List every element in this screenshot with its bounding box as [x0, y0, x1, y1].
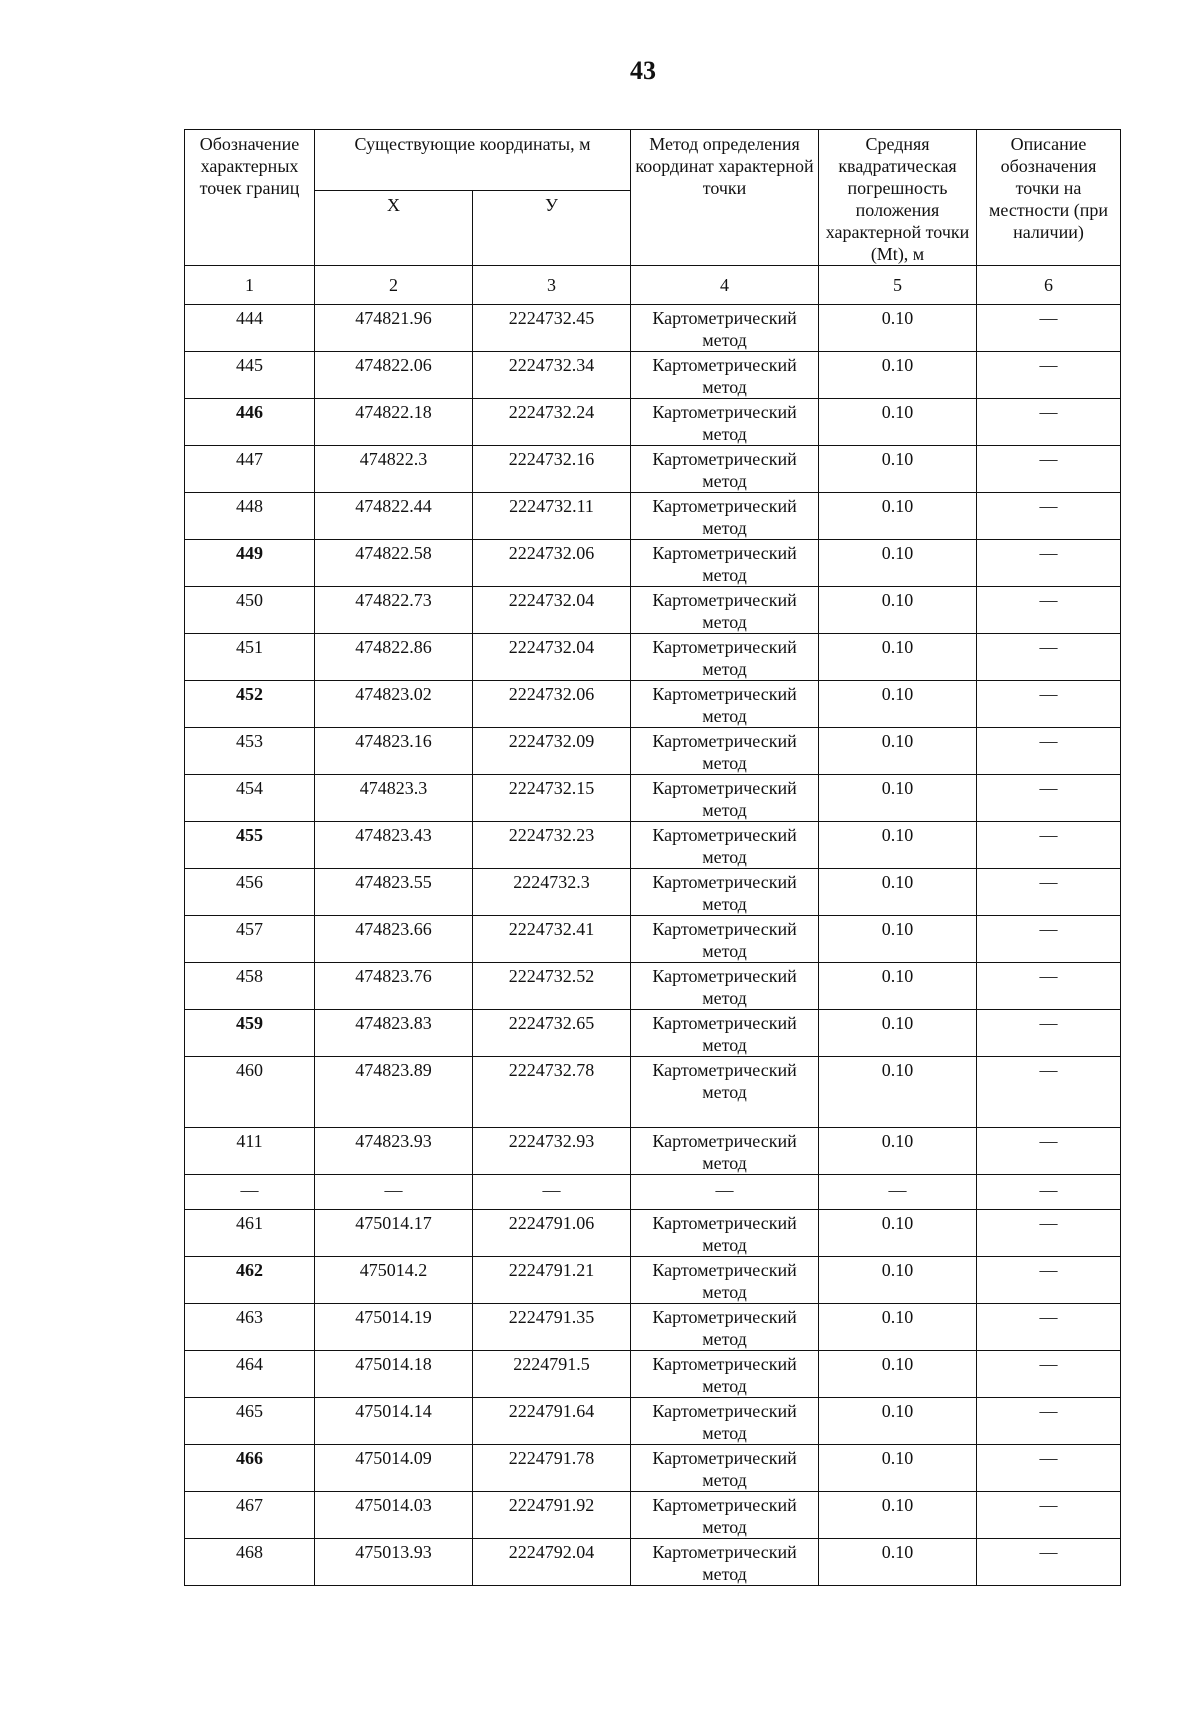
point-cell: 447: [185, 446, 315, 493]
x-coordinate-cell: 475013.93: [315, 1539, 473, 1586]
x-coordinate-cell: 474823.55: [315, 869, 473, 916]
mean-error-cell: —: [819, 1175, 977, 1210]
header-existing-coordinates: Существующие координаты, м: [315, 130, 631, 191]
point-cell: 464: [185, 1351, 315, 1398]
mean-error-cell: 0.10: [819, 399, 977, 446]
mean-error-cell: 0.10: [819, 540, 977, 587]
y-coordinate-cell: 2224791.06: [473, 1210, 631, 1257]
table-row: [185, 1257, 1121, 1304]
point-cell: 462: [185, 1257, 315, 1304]
description-cell: —: [977, 352, 1121, 399]
y-coordinate-cell: 2224732.24: [473, 399, 631, 446]
coordinates-table: [184, 129, 1121, 1586]
y-coordinate-cell: 2224732.52: [473, 963, 631, 1010]
x-coordinate-cell: 475014.2: [315, 1257, 473, 1304]
method-cell: Картометрический метод: [631, 305, 819, 352]
description-cell: —: [977, 1304, 1121, 1351]
x-coordinate-cell: 475014.19: [315, 1304, 473, 1351]
table-row: [185, 305, 1121, 352]
description-cell: —: [977, 1210, 1121, 1257]
method-cell: Картометрический метод: [631, 1304, 819, 1351]
x-coordinate-cell: 474823.02: [315, 681, 473, 728]
y-coordinate-cell: 2224732.41: [473, 916, 631, 963]
method-cell: Картометрический метод: [631, 540, 819, 587]
method-cell: Картометрический метод: [631, 634, 819, 681]
description-cell: —: [977, 587, 1121, 634]
point-cell: 445: [185, 352, 315, 399]
point-cell: 461: [185, 1210, 315, 1257]
method-cell: Картометрический метод: [631, 1128, 819, 1175]
mean-error-cell: 0.10: [819, 1351, 977, 1398]
method-cell: Картометрический метод: [631, 1445, 819, 1492]
description-cell: —: [977, 446, 1121, 493]
x-coordinate-cell: 474822.58: [315, 540, 473, 587]
table-row: [185, 352, 1121, 399]
point-cell: 449: [185, 540, 315, 587]
point-cell: 467: [185, 1492, 315, 1539]
method-cell: Картометрический метод: [631, 1492, 819, 1539]
description-cell: —: [977, 869, 1121, 916]
method-cell: Картометрический метод: [631, 775, 819, 822]
column-number: 2: [315, 266, 473, 305]
x-coordinate-cell: 474823.89: [315, 1057, 473, 1128]
x-coordinate-cell: 474823.76: [315, 963, 473, 1010]
point-cell: 451: [185, 634, 315, 681]
mean-error-cell: 0.10: [819, 634, 977, 681]
table-row: [185, 963, 1121, 1010]
description-cell: —: [977, 1175, 1121, 1210]
description-cell: —: [977, 1057, 1121, 1128]
x-coordinate-cell: 474823.43: [315, 822, 473, 869]
y-coordinate-cell: 2224791.5: [473, 1351, 631, 1398]
point-cell: 452: [185, 681, 315, 728]
column-number: 1: [185, 266, 315, 305]
y-coordinate-cell: 2224732.3: [473, 869, 631, 916]
description-cell: —: [977, 963, 1121, 1010]
column-number: 4: [631, 266, 819, 305]
header-description: Описание обозначения точки на местности (при наличии): [977, 130, 1121, 266]
mean-error-cell: 0.10: [819, 822, 977, 869]
point-cell: 463: [185, 1304, 315, 1351]
header-row-1: [185, 130, 1121, 191]
y-coordinate-cell: 2224732.06: [473, 681, 631, 728]
x-coordinate-cell: 474822.06: [315, 352, 473, 399]
x-coordinate-cell: 475014.14: [315, 1398, 473, 1445]
description-cell: —: [977, 1539, 1121, 1586]
header-x: X: [315, 190, 473, 265]
table-row: [185, 540, 1121, 587]
x-coordinate-cell: 475014.17: [315, 1210, 473, 1257]
description-cell: —: [977, 822, 1121, 869]
mean-error-cell: 0.10: [819, 493, 977, 540]
point-cell: —: [185, 1175, 315, 1210]
x-coordinate-cell: 475014.09: [315, 1445, 473, 1492]
point-cell: 458: [185, 963, 315, 1010]
y-coordinate-cell: 2224732.34: [473, 352, 631, 399]
method-cell: Картометрический метод: [631, 587, 819, 634]
description-cell: —: [977, 916, 1121, 963]
mean-error-cell: 0.10: [819, 916, 977, 963]
mean-error-cell: 0.10: [819, 1128, 977, 1175]
method-cell: Картометрический метод: [631, 681, 819, 728]
description-cell: —: [977, 634, 1121, 681]
point-cell: 465: [185, 1398, 315, 1445]
mean-error-cell: 0.10: [819, 1398, 977, 1445]
header-mean-error: Средняя квадратическая погрешность положения характерной точки (Mt), м: [819, 130, 977, 266]
method-cell: Картометрический метод: [631, 493, 819, 540]
x-coordinate-cell: 475014.03: [315, 1492, 473, 1539]
y-coordinate-cell: 2224732.06: [473, 540, 631, 587]
mean-error-cell: 0.10: [819, 1445, 977, 1492]
point-cell: 450: [185, 587, 315, 634]
method-cell: Картометрический метод: [631, 822, 819, 869]
column-number: 5: [819, 266, 977, 305]
table-row: [185, 1304, 1121, 1351]
y-coordinate-cell: 2224791.78: [473, 1445, 631, 1492]
description-cell: —: [977, 1128, 1121, 1175]
y-coordinate-cell: 2224732.78: [473, 1057, 631, 1128]
table-body: [185, 305, 1121, 1586]
y-coordinate-cell: 2224732.04: [473, 634, 631, 681]
mean-error-cell: 0.10: [819, 1492, 977, 1539]
method-cell: Картометрический метод: [631, 399, 819, 446]
description-cell: —: [977, 399, 1121, 446]
x-coordinate-cell: 474822.18: [315, 399, 473, 446]
mean-error-cell: 0.10: [819, 305, 977, 352]
description-cell: —: [977, 540, 1121, 587]
point-cell: 448: [185, 493, 315, 540]
column-number-row: [185, 266, 1121, 305]
x-coordinate-cell: 474823.3: [315, 775, 473, 822]
description-cell: —: [977, 305, 1121, 352]
point-cell: 411: [185, 1128, 315, 1175]
point-cell: 454: [185, 775, 315, 822]
table-row: [185, 634, 1121, 681]
table-row: [185, 493, 1121, 540]
table-row: [185, 775, 1121, 822]
method-cell: Картометрический метод: [631, 1351, 819, 1398]
method-cell: Картометрический метод: [631, 1210, 819, 1257]
description-cell: —: [977, 493, 1121, 540]
y-coordinate-cell: 2224732.45: [473, 305, 631, 352]
method-cell: —: [631, 1175, 819, 1210]
description-cell: —: [977, 728, 1121, 775]
coordinates-table-container: [184, 129, 1120, 1586]
mean-error-cell: 0.10: [819, 963, 977, 1010]
y-coordinate-cell: 2224732.23: [473, 822, 631, 869]
x-coordinate-cell: 474822.73: [315, 587, 473, 634]
description-cell: —: [977, 1445, 1121, 1492]
table-row: [185, 916, 1121, 963]
y-coordinate-cell: 2224732.93: [473, 1128, 631, 1175]
description-cell: —: [977, 681, 1121, 728]
method-cell: Картометрический метод: [631, 1539, 819, 1586]
header-y: У: [473, 190, 631, 265]
y-coordinate-cell: —: [473, 1175, 631, 1210]
method-cell: Картометрический метод: [631, 1057, 819, 1128]
x-coordinate-cell: 474823.16: [315, 728, 473, 775]
table-row: [185, 1128, 1121, 1175]
y-coordinate-cell: 2224792.04: [473, 1539, 631, 1586]
page-number: 43: [630, 56, 656, 85]
point-cell: 457: [185, 916, 315, 963]
point-cell: 468: [185, 1539, 315, 1586]
method-cell: Картометрический метод: [631, 1257, 819, 1304]
x-coordinate-cell: 474823.66: [315, 916, 473, 963]
table-row: [185, 399, 1121, 446]
description-cell: —: [977, 775, 1121, 822]
point-cell: 456: [185, 869, 315, 916]
x-coordinate-cell: 474822.3: [315, 446, 473, 493]
point-cell: 460: [185, 1057, 315, 1128]
method-cell: Картометрический метод: [631, 1398, 819, 1445]
x-coordinate-cell: 474822.86: [315, 634, 473, 681]
x-coordinate-cell: 475014.18: [315, 1351, 473, 1398]
mean-error-cell: 0.10: [819, 1539, 977, 1586]
mean-error-cell: 0.10: [819, 446, 977, 493]
y-coordinate-cell: 2224732.65: [473, 1010, 631, 1057]
method-cell: Картометрический метод: [631, 352, 819, 399]
mean-error-cell: 0.10: [819, 1257, 977, 1304]
x-coordinate-cell: —: [315, 1175, 473, 1210]
method-cell: Картометрический метод: [631, 1010, 819, 1057]
point-cell: 466: [185, 1445, 315, 1492]
point-cell: 459: [185, 1010, 315, 1057]
y-coordinate-cell: 2224791.35: [473, 1304, 631, 1351]
description-cell: —: [977, 1351, 1121, 1398]
y-coordinate-cell: 2224791.21: [473, 1257, 631, 1304]
y-coordinate-cell: 2224732.16: [473, 446, 631, 493]
mean-error-cell: 0.10: [819, 352, 977, 399]
x-coordinate-cell: 474822.44: [315, 493, 473, 540]
y-coordinate-cell: 2224732.09: [473, 728, 631, 775]
table-row: [185, 1210, 1121, 1257]
mean-error-cell: 0.10: [819, 1210, 977, 1257]
column-number: 6: [977, 266, 1121, 305]
table-row: [185, 1175, 1121, 1210]
point-cell: 444: [185, 305, 315, 352]
x-coordinate-cell: 474823.93: [315, 1128, 473, 1175]
method-cell: Картометрический метод: [631, 963, 819, 1010]
mean-error-cell: 0.10: [819, 775, 977, 822]
x-coordinate-cell: 474823.83: [315, 1010, 473, 1057]
method-cell: Картометрический метод: [631, 728, 819, 775]
x-coordinate-cell: 474821.96: [315, 305, 473, 352]
description-cell: —: [977, 1492, 1121, 1539]
table-row: [185, 1057, 1121, 1128]
point-cell: 446: [185, 399, 315, 446]
table-row: [185, 1492, 1121, 1539]
column-number: 3: [473, 266, 631, 305]
mean-error-cell: 0.10: [819, 681, 977, 728]
header-method: Метод определения координат характерной точки: [631, 130, 819, 266]
table-row: [185, 728, 1121, 775]
table-row: [185, 822, 1121, 869]
y-coordinate-cell: 2224732.11: [473, 493, 631, 540]
table-row: [185, 1398, 1121, 1445]
table-row: [185, 681, 1121, 728]
mean-error-cell: 0.10: [819, 869, 977, 916]
method-cell: Картометрический метод: [631, 446, 819, 493]
mean-error-cell: 0.10: [819, 1304, 977, 1351]
table-row: [185, 446, 1121, 493]
method-cell: Картометрический метод: [631, 869, 819, 916]
mean-error-cell: 0.10: [819, 1010, 977, 1057]
y-coordinate-cell: 2224732.15: [473, 775, 631, 822]
mean-error-cell: 0.10: [819, 587, 977, 634]
y-coordinate-cell: 2224791.64: [473, 1398, 631, 1445]
mean-error-cell: 0.10: [819, 728, 977, 775]
table-row: [185, 1010, 1121, 1057]
point-cell: 455: [185, 822, 315, 869]
description-cell: —: [977, 1398, 1121, 1445]
table-row: [185, 1445, 1121, 1492]
mean-error-cell: 0.10: [819, 1057, 977, 1128]
table-row: [185, 869, 1121, 916]
point-cell: 453: [185, 728, 315, 775]
description-cell: —: [977, 1010, 1121, 1057]
method-cell: Картометрический метод: [631, 916, 819, 963]
y-coordinate-cell: 2224732.04: [473, 587, 631, 634]
description-cell: —: [977, 1257, 1121, 1304]
table-row: [185, 587, 1121, 634]
header-point-designation: Обозначение характерных точек границ: [185, 130, 315, 266]
table-row: [185, 1351, 1121, 1398]
table-row: [185, 1539, 1121, 1586]
y-coordinate-cell: 2224791.92: [473, 1492, 631, 1539]
